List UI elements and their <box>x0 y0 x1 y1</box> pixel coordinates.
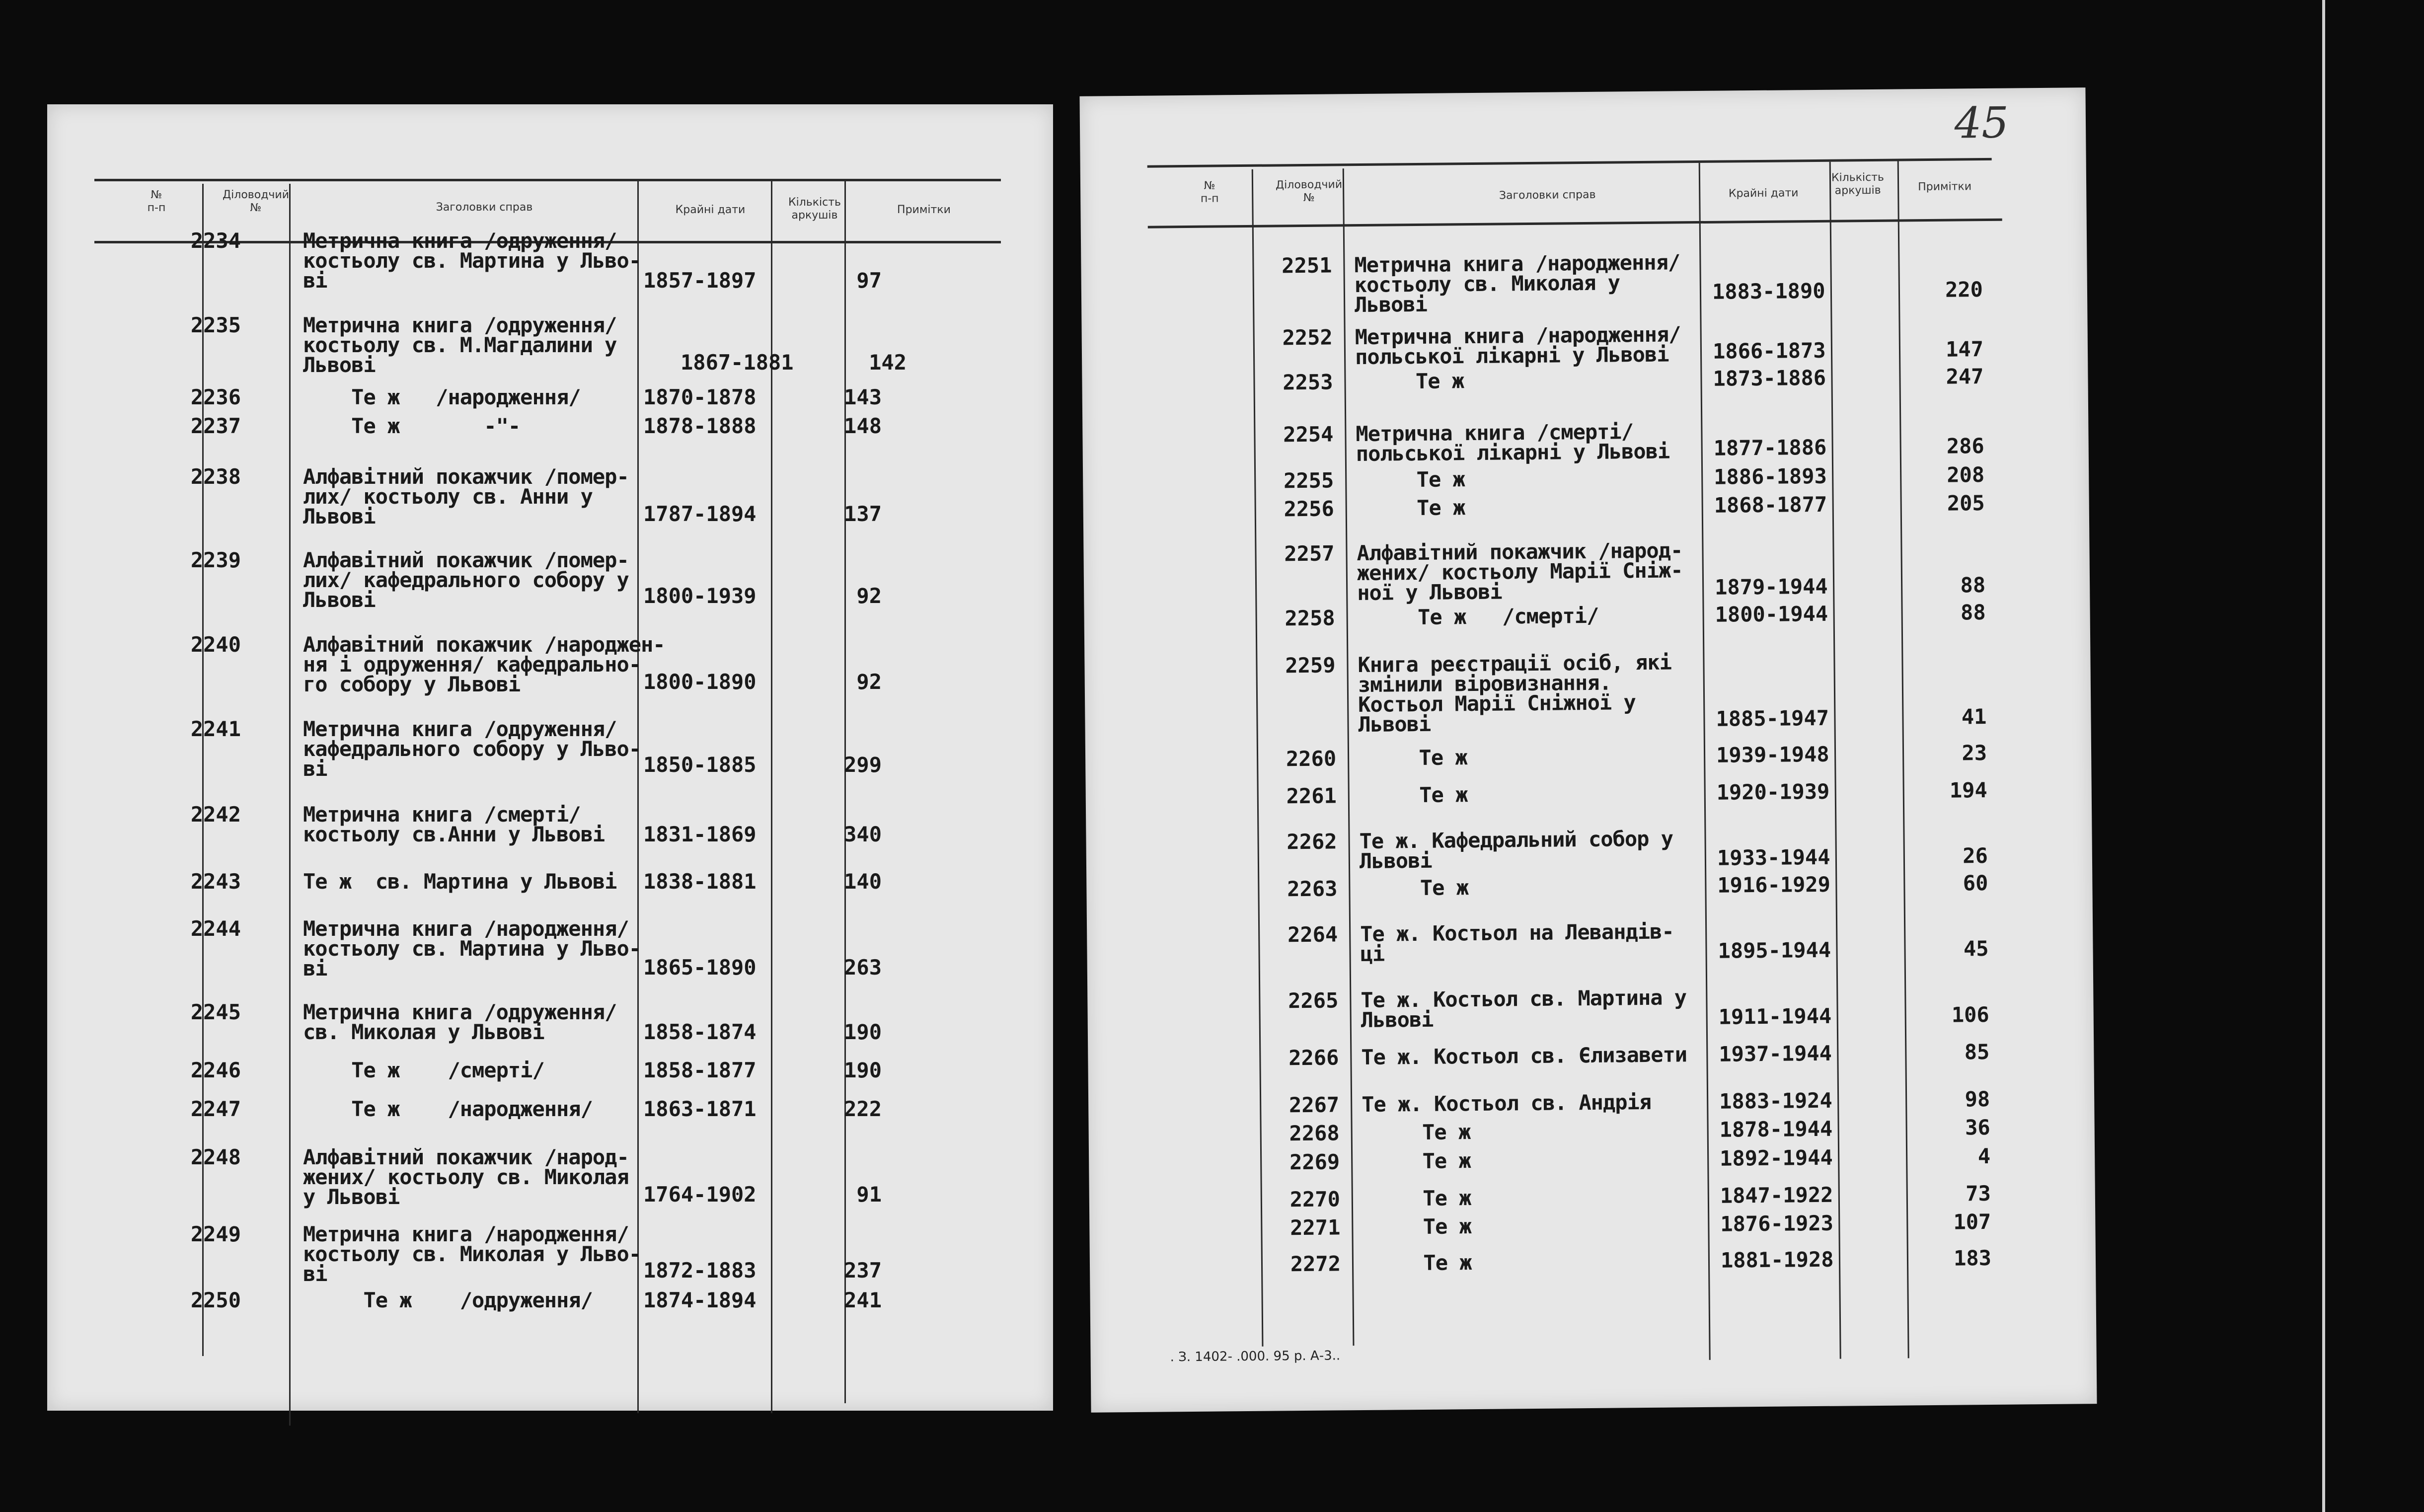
row-number: 2260 <box>1286 746 1337 771</box>
row-count: 85 <box>1964 1039 1990 1064</box>
row-dates: 1858-1877 <box>643 1058 757 1082</box>
row-dates: 1800-1890 <box>643 670 757 694</box>
row-title: Те ж. Костьол св. Мартина у Львові <box>1361 985 1687 1033</box>
row-count: 98 <box>1965 1086 1990 1112</box>
row-dates: 1895-1944 <box>1718 937 1831 963</box>
row-dates: 1939-1948 <box>1716 742 1829 767</box>
row-dates: 1885-1947 <box>1716 705 1829 731</box>
row-dates: 1787-1894 <box>643 502 757 526</box>
row-title: Метрична книга /смерті/ костьолу св.Анни у Львові <box>303 802 605 846</box>
row-count: 106 <box>1951 1002 1989 1027</box>
header-num: № п-п <box>1200 179 1219 205</box>
header-notes: Примітки <box>1918 180 1972 194</box>
row-count: 88 <box>1960 573 1986 598</box>
row-number: 2238 <box>190 464 241 489</box>
col-divider <box>1829 162 1841 1359</box>
header-sheets: Кількість аркушів <box>1831 171 1885 197</box>
row-title: Метрична книга /одруження/ костьолу св. Мартина у Льво- ві <box>303 228 641 293</box>
row-number: 2272 <box>1290 1251 1341 1277</box>
row-count: 190 <box>844 1058 882 1082</box>
row-dates: 1850-1885 <box>643 753 757 777</box>
row-title: Те ж /народження/ <box>303 1097 593 1121</box>
row-number: 2258 <box>1285 605 1335 631</box>
row-title: Те ж <box>1356 495 1465 521</box>
row-dates: 1886-1893 <box>1713 463 1827 489</box>
row-count: 36 <box>1965 1115 1990 1140</box>
header-dates: Крайні дати <box>1728 187 1799 200</box>
row-dates: 1933-1944 <box>1717 844 1830 870</box>
row-dates: 1858-1874 <box>643 1020 757 1044</box>
row-number: 2254 <box>1283 422 1334 447</box>
row-count: 137 <box>844 502 882 526</box>
row-title: Те ж. Кафедральний собор у Львові <box>1359 826 1673 874</box>
row-dates: 1937-1944 <box>1719 1041 1832 1066</box>
header-title: Заголовки справ <box>436 201 533 214</box>
row-title: Алфавітний покажчик /народ- жених/ костьолу Марії Сніж- ної у Львові <box>1357 538 1683 605</box>
row-number: 2241 <box>190 717 241 741</box>
row-dates: 1892-1944 <box>1719 1145 1833 1171</box>
row-count: 140 <box>844 869 882 894</box>
row-dates: 1883-1890 <box>1712 278 1825 304</box>
row-count: 107 <box>1953 1209 1991 1234</box>
row-number: 2257 <box>1284 541 1335 566</box>
row-title: Метрична книга /смерті/ польської лікарні у Львові <box>1356 419 1670 466</box>
film-edge-strip <box>2322 0 2325 1512</box>
header-office-num: Діловодчий № <box>1275 178 1343 204</box>
top-rule <box>94 179 1001 181</box>
row-title: Книга реєстрації осіб, які змінили віровизнання. Костьол Марії Сніжної у Львові <box>1358 650 1672 737</box>
row-count: 92 <box>856 584 882 608</box>
row-count: 241 <box>844 1288 882 1312</box>
row-title: Те ж. Костьол св. Єлизавети <box>1361 1042 1687 1070</box>
row-title: Те ж <box>1363 1214 1472 1239</box>
row-title: Те ж -"- <box>303 414 521 438</box>
row-dates: 1838-1881 <box>643 869 757 894</box>
row-count: 286 <box>1946 434 1984 458</box>
row-number: 2236 <box>190 385 241 409</box>
print-footer: . З. 1402- .000. 95 р. А-3.. <box>1170 1348 1341 1365</box>
row-title: Метрична книга /народження/ костьолу св. Миколая у Льво- ві <box>303 1222 641 1286</box>
row-number: 2253 <box>1283 370 1333 395</box>
row-count: 205 <box>1947 491 1985 516</box>
row-count: 237 <box>844 1258 882 1283</box>
row-number: 2262 <box>1287 829 1337 854</box>
row-title: Те ж <box>1360 875 1469 901</box>
row-dates: 1857-1897 <box>643 268 757 293</box>
row-title: Те ж /смерті/ <box>303 1058 544 1082</box>
row-title: Метрична книга /одруження/ св. Миколая у Львові <box>303 1000 617 1044</box>
row-title: Метрична книга /народження/ польської лікарні у Львові <box>1355 322 1681 370</box>
row-number: 2268 <box>1289 1121 1340 1146</box>
row-count: 208 <box>1947 462 1985 487</box>
row-dates: 1874-1894 <box>643 1288 757 1312</box>
row-dates: 1879-1944 <box>1714 574 1828 600</box>
row-title: Метрична книга /одруження/ костьолу св. М.Магдалини у Львові <box>303 313 617 377</box>
row-title: Те ж св. Мартина у Львові <box>303 869 617 894</box>
row-number: 2242 <box>190 802 241 827</box>
row-dates: 1847-1922 <box>1720 1182 1833 1208</box>
header-sheets: Кількість аркушів <box>788 196 841 222</box>
header-dates: Крайні дати <box>675 204 746 216</box>
row-count: 183 <box>1953 1245 1992 1271</box>
row-count: 23 <box>1962 740 1987 765</box>
row-count: 263 <box>844 955 882 980</box>
row-count: 148 <box>844 414 882 438</box>
row-count: 143 <box>844 385 882 409</box>
row-dates: 1873-1886 <box>1713 365 1826 391</box>
row-count: 194 <box>1949 777 1987 803</box>
folio-stamp: 45 <box>1954 98 2009 149</box>
row-count: 97 <box>856 268 882 293</box>
col-divider <box>1343 168 1355 1346</box>
row-number: 2245 <box>190 1000 241 1024</box>
row-title: Те ж <box>1362 1148 1471 1174</box>
row-dates: 1865-1890 <box>643 955 757 980</box>
row-number: 2265 <box>1288 988 1339 1013</box>
row-title: Те ж <box>1355 369 1464 394</box>
row-title: Метрична книга /народження/ костьолу св. Миколая у Львові <box>1354 250 1680 317</box>
row-dates: 1867-1881 <box>681 350 794 375</box>
row-number: 2251 <box>1282 253 1332 278</box>
row-dates: 1800-1944 <box>1715 601 1828 627</box>
row-count: 220 <box>1945 277 1983 302</box>
row-number: 2240 <box>190 632 241 657</box>
col-divider <box>289 184 291 1426</box>
row-title: Метрична книга /одруження/ кафедрального собору у Льво- ві <box>303 717 641 781</box>
row-count: 92 <box>856 670 882 694</box>
row-title: Метрична книга /народження/ костьолу св. Мартина у Льво- ві <box>303 916 641 981</box>
row-title: Те ж /смерті/ <box>1357 603 1599 630</box>
row-number: 2252 <box>1282 325 1333 350</box>
row-count: 4 <box>1977 1143 1991 1169</box>
row-number: 2261 <box>1286 783 1337 809</box>
row-count: 142 <box>869 350 907 375</box>
row-count: 91 <box>856 1182 882 1207</box>
row-dates: 1872-1883 <box>643 1258 757 1283</box>
row-title: Те ж. Костьол св. Андрія <box>1361 1089 1652 1117</box>
row-dates: 1863-1871 <box>643 1097 757 1121</box>
row-number: 2270 <box>1289 1187 1341 1212</box>
row-dates: 1800-1939 <box>643 584 757 608</box>
row-number: 2239 <box>190 548 241 572</box>
row-dates: 1881-1928 <box>1720 1247 1834 1273</box>
row-count: 73 <box>1966 1181 1991 1206</box>
row-number: 2250 <box>190 1288 241 1312</box>
row-count: 299 <box>844 753 882 777</box>
row-title: Алфавітний покажчик /помер- лих/ кафедрального собору у Львові <box>303 548 629 612</box>
row-count: 26 <box>1963 843 1988 868</box>
row-count: 340 <box>844 822 882 846</box>
row-number: 2269 <box>1289 1149 1340 1175</box>
row-number: 2243 <box>190 869 241 894</box>
row-dates: 1878-1944 <box>1719 1116 1833 1142</box>
row-title: Те ж <box>1362 1120 1471 1145</box>
left-page <box>47 104 1053 1411</box>
row-title: Алфавітний покажчик /помер- лих/ костьолу св. Анни у Львові <box>303 464 629 529</box>
row-number: 2249 <box>190 1222 241 1246</box>
row-title: Те ж <box>1356 467 1465 493</box>
row-dates: 1866-1873 <box>1712 338 1826 364</box>
row-number: 2246 <box>190 1058 241 1082</box>
top-rule <box>1147 158 1992 168</box>
row-title: Те ж. Костьол на Левандів- ці <box>1360 919 1674 967</box>
row-number: 2271 <box>1290 1215 1341 1240</box>
row-count: 190 <box>844 1020 882 1044</box>
row-title: Те ж <box>1358 745 1467 771</box>
row-dates: 1911-1944 <box>1718 1003 1832 1029</box>
row-title: Алфавітний покажчик /народ- жених/ костьолу св. Миколая у Львові <box>303 1145 629 1209</box>
row-title: Те ж <box>1359 782 1468 808</box>
row-number: 2266 <box>1288 1045 1339 1070</box>
header-bottom-rule <box>1148 219 2002 228</box>
row-number: 2267 <box>1288 1092 1340 1118</box>
row-dates: 1878-1888 <box>643 414 757 438</box>
row-number: 2244 <box>190 916 241 941</box>
row-dates: 1920-1939 <box>1716 779 1830 805</box>
row-dates: 1876-1923 <box>1720 1210 1834 1236</box>
row-dates: 1831-1869 <box>643 822 757 846</box>
row-title: Те ж <box>1362 1186 1471 1211</box>
row-dates: 1868-1877 <box>1714 492 1827 518</box>
header-num: № п-п <box>147 189 166 214</box>
row-title: Те ж <box>1363 1250 1472 1276</box>
row-number: 2237 <box>190 414 241 438</box>
row-dates: 1870-1878 <box>643 385 757 409</box>
row-number: 2256 <box>1284 496 1334 522</box>
row-number: 2247 <box>190 1097 241 1121</box>
row-dates: 1883-1924 <box>1719 1088 1832 1114</box>
col-divider <box>202 184 204 1356</box>
row-number: 2263 <box>1287 876 1338 902</box>
right-page <box>1079 87 2097 1413</box>
row-count: 41 <box>1961 704 1987 729</box>
row-count: 222 <box>844 1097 882 1121</box>
row-number: 2255 <box>1283 468 1334 493</box>
row-count: 247 <box>1946 364 1984 389</box>
row-number: 2234 <box>190 228 241 253</box>
row-number: 2235 <box>190 313 241 337</box>
row-number: 2259 <box>1285 653 1336 678</box>
header-notes: Примітки <box>897 204 951 216</box>
row-number: 2248 <box>190 1145 241 1169</box>
row-count: 88 <box>1960 600 1986 625</box>
row-dates: 1877-1886 <box>1713 435 1827 460</box>
row-count: 45 <box>1963 936 1989 961</box>
row-dates: 1916-1929 <box>1717 872 1831 898</box>
row-number: 2264 <box>1287 922 1338 947</box>
row-count: 60 <box>1963 870 1988 896</box>
row-dates: 1764-1902 <box>643 1182 757 1207</box>
row-title: Те ж /народження/ <box>303 385 581 409</box>
row-title: Алфавітний покажчик /народжен- ня і одруження/ кафедрально- го собору у Львові <box>303 632 665 696</box>
row-count: 147 <box>1945 337 1984 362</box>
header-title: Заголовки справ <box>1499 188 1596 202</box>
header-office-num: Діловодчий № <box>222 189 290 214</box>
row-title: Те ж /одруження/ <box>303 1288 593 1312</box>
